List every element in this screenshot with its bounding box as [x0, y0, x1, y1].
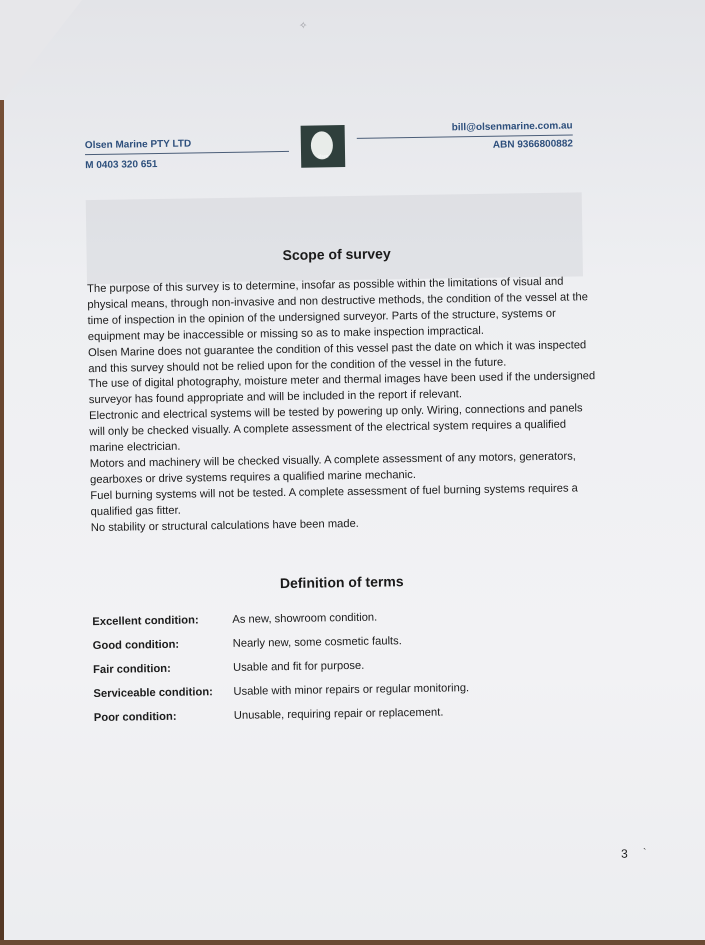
- scope-paragraph: Olsen Marine does not guarantee the condition of this vessel past the date on which it was inspected and this survey should not be relied upon for the condition of the vessel in the future.: [88, 338, 587, 375]
- scope-paragraph: Fuel burning systems will not be tested. A complete assessment of fuel burning systems requires a qualified gas fitter.: [90, 482, 578, 518]
- definition-term: Good condition:: [92, 638, 180, 653]
- definition-desc: Usable and fit for purpose.: [232, 659, 365, 674]
- scope-paragraph: Motors and machinery will be checked visually. A complete assessment of any motors, generators, gearboxes or drive systems requires a qualified marine mechanic.: [89, 450, 576, 486]
- definition-term: Fair condition:: [93, 662, 171, 677]
- definition-desc: Unusable, requiring repair or replacement.: [233, 706, 444, 722]
- header-rule-left: [85, 151, 289, 155]
- page-number: 3: [620, 846, 628, 861]
- scope-paragraph: The use of digital photography, moisture meter and thermal images have been used if the undersigned surveyor has found appropriate and will be included in the report if relevant.: [88, 370, 596, 407]
- company-phone: M 0403 320 651: [85, 158, 158, 172]
- definition-term: Excellent condition:: [92, 614, 199, 629]
- definition-term: Poor condition:: [93, 710, 177, 725]
- staple-mark: ✧: [298, 20, 308, 32]
- tick-mark: `: [642, 847, 647, 859]
- company-abn: ABN 9366800882: [492, 138, 573, 151]
- scope-heading: Scope of survey: [282, 245, 391, 264]
- shaded-band: [86, 192, 583, 284]
- scope-paragraph: Electronic and electrical systems will be tested by powering up only. Wiring, connections and panels will only be checked visually. A complete assessment of the electrical system requires a qualified marine electrician.: [89, 402, 583, 455]
- definition-term: Serviceable condition:: [93, 686, 213, 701]
- scope-paragraph: The purpose of this survey is to determine, insofar as possible within the limitations of visual and physical means, through non-invasive and non destructive methods, the condition of the vessel at the time of inspection in the opinion of the undersigned surveyor. Parts of the structure, systems or equipment may be inaccessible or missing so as to make inspection impractical.: [87, 275, 589, 343]
- logo-text: olsen: [317, 153, 329, 159]
- definition-desc: Nearly new, some cosmetic faults.: [232, 635, 402, 650]
- company-email: bill@olsenmarine.com.au: [451, 120, 573, 134]
- definition-desc: Usable with minor repairs or regular monitoring.: [233, 682, 470, 698]
- scope-paragraph: No stability or structural calculations have been made.: [90, 517, 359, 534]
- company-name: Olsen Marine PTY LTD: [84, 138, 192, 152]
- definitions-heading: Definition of terms: [279, 573, 404, 592]
- scope-body: [87, 274, 601, 536]
- definition-desc: As new, showroom condition.: [232, 611, 378, 626]
- company-logo: [301, 125, 346, 168]
- definitions-list: [92, 608, 594, 736]
